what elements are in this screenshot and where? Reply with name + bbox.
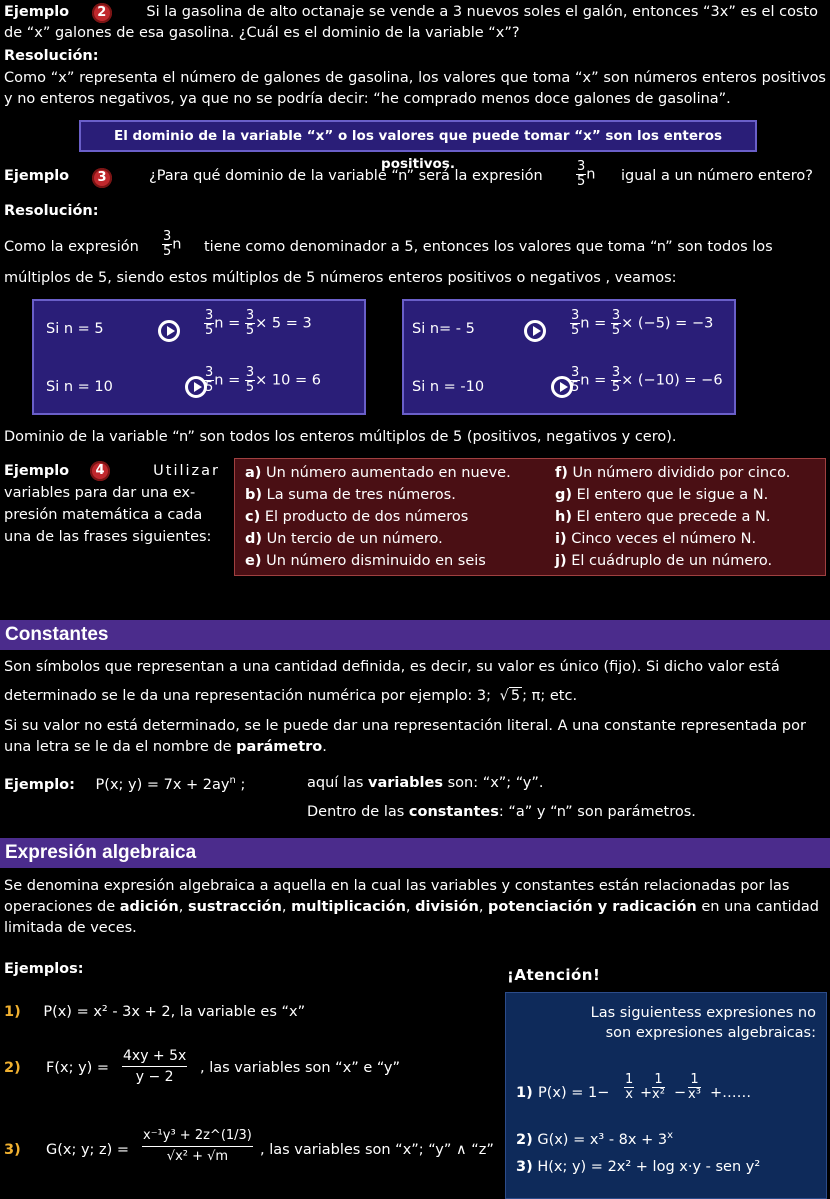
atencion-item-3: 3) H(x; y) = 2x² + log x·y - sen y² xyxy=(516,1159,761,1175)
list-item: h) El entero que precede a N. xyxy=(555,509,771,525)
list-item: i) Cinco veces el número N. xyxy=(555,531,757,547)
arrow-right-icon xyxy=(158,320,180,342)
expresion-ejemplo-1: 1) P(x) = x² - 3x + 2, la variable es “x” xyxy=(4,1004,306,1020)
atencion-intro: Las siguientess expresiones no son expresiones algebraicas: xyxy=(590,1005,816,1041)
calc: $\frac{3}{5}$ n = $\frac{3}{5}$ × 5 = 3 xyxy=(205,308,312,338)
ejemplo-question: ¿Para qué dominio de la variable “n” será la expresión xyxy=(149,168,543,184)
list-item: a) Un número aumentado en nueve. xyxy=(245,465,511,481)
ejemplo-number-badge: 4 xyxy=(90,461,110,481)
list-item: c) El producto de dos números xyxy=(245,509,469,525)
ejemplo-text: variables para dar una ex- xyxy=(4,485,196,501)
condition: Si n = -10 xyxy=(412,379,485,395)
ejemplo-text: una de las frases siguientes: xyxy=(4,529,212,545)
ejemplo-first-word: Utilizar xyxy=(153,463,220,479)
list-item: e) Un número disminuido en seis xyxy=(245,553,486,569)
list-item: b) La suma de tres números. xyxy=(245,487,456,503)
constantes-p1: Son símbolos que representan a una cantidad definida, es decir, su valor es único (fijo). Si dicho valor está xyxy=(4,659,780,675)
dominio-n-conclusion: Dominio de la variable “n” son todos los enteros múltiplos de 5 (positivos, negativos y cero). xyxy=(4,429,677,445)
expresion-ejemplo-3: 3) G(x; y; z) = $\frac{\text{x⁻¹y³ + 2z\textasciicircum{}(1/3)}}{\text{√x² + √m}}$ , las variables son “x”; “y” ∧ “z” xyxy=(4,1128,494,1164)
resolucion-line1: Como la expresión $\frac{3}{5}$ n tiene como denominador a 5, entonces los valores que toma “n” son todos los xyxy=(4,229,773,259)
ejemplo-4 xyxy=(4,460,226,548)
constantes-parametros: Dentro de las constantes: “a” y “n” son parámetros. xyxy=(307,804,696,820)
list-item: g) El entero que le sigue a N. xyxy=(555,487,769,503)
expresion-ejemplo-2: 2) F(x; y) = $\frac{4xy + 5x}{y - 2}$ , las variables son “x” e “y” xyxy=(4,1048,401,1085)
ejemplo-question-cont: de “x” galones de esa gasolina. ¿Cuál es el dominio de la variable “x”? xyxy=(4,25,520,41)
ejemplos-label: Ejemplos: xyxy=(4,961,84,977)
frases-box xyxy=(234,458,826,576)
list-item: f) Un número dividido por cinco. xyxy=(555,465,791,481)
constantes-p2: Si su valor no está determinado, se le puede dar una representación literal. A una constante representada por una letra se le da el nombre de parámetro. xyxy=(4,718,806,755)
calc: $\frac{3}{5}$ n = $\frac{3}{5}$ × (−10) = −6 xyxy=(571,365,723,395)
ejemplo-text: presión matemática a cada xyxy=(4,507,203,523)
dominio-x-box: El dominio de la variable “x” o los valores que puede tomar “x” son los enteros positivos. xyxy=(79,120,757,152)
list-item: d) Un tercio de un número. xyxy=(245,531,443,547)
ejemplo-label: Ejemplo xyxy=(4,463,70,479)
condition: Si n = 10 xyxy=(46,379,113,395)
constantes-p1-line2: determinado se le da una representación numérica por ejemplo: 3; √ 5 ; π; etc. xyxy=(4,688,578,704)
atencion-item-2: 2) $G(x) = x^3 - 8x + 3^x$ xyxy=(516,1130,673,1148)
ejemplo-3 xyxy=(4,160,826,196)
right-example-box xyxy=(402,299,736,415)
atencion-item-1: 1) P(x) = 1− $\frac{1}{x}$ + $\frac{1}{\text{x²}}$ − $\frac{1}{\text{x³}}$ +…… xyxy=(516,1072,752,1102)
fraction-3-5n: $\frac{3}{5}$ n xyxy=(163,229,182,259)
frases-right-list xyxy=(555,462,825,569)
constantes-variables: aquí las variables son: “x”; “y”. xyxy=(307,775,544,791)
condition: Si n= - 5 xyxy=(412,321,475,337)
sqrt-symbol: √ 5 xyxy=(499,688,521,704)
section-constantes-title: Constantes xyxy=(0,620,830,650)
atencion-box xyxy=(505,992,827,1199)
ejemplo-label: Ejemplo xyxy=(4,4,70,20)
condition: Si n = 5 xyxy=(46,321,104,337)
ejemplo-label: Ejemplo xyxy=(4,168,70,184)
calc: $\frac{3}{5}$ n = $\frac{3}{5}$ × 10 = 6 xyxy=(205,365,321,395)
atencion-title: ¡Atención! xyxy=(507,966,601,984)
constantes-ejemplo: Ejemplo: P(x; $y) = 7x + 2ay^n$ ; xyxy=(4,775,246,793)
arrow-right-icon xyxy=(524,320,546,342)
calc: $\frac{3}{5}$ n = $\frac{3}{5}$ × (−5) = −3 xyxy=(571,308,714,338)
ejemplo-number-badge: 3 xyxy=(92,168,112,188)
ejemplo-question-end: igual a un número entero? xyxy=(621,168,813,184)
ejemplo-2 xyxy=(4,2,826,44)
resolucion-text: Como “x” representa el número de galones de gasolina, los valores que toma “x” son números enteros positivos y no enteros negativos, ya que no se podría decir: “he comprado menos doce galones de gasolina”. xyxy=(4,70,826,107)
ejemplo-question: Si la gasolina de alto octanaje se vende a 3 nuevos soles el galón, entonces “3x” es el costo xyxy=(146,4,819,20)
ejemplo-number-badge: 2 xyxy=(92,3,112,23)
expresion-definicion: Se denomina expresión algebraica a aquella en la cual las variables y constantes están relacionadas por las operaciones de adición, sustracción, multiplicación, división, potenciación y radicación en una cantidad limitada de veces. xyxy=(4,878,819,936)
list-item: j) El cuádruplo de un número. xyxy=(555,553,773,569)
frases-left-list xyxy=(245,462,545,569)
resolucion-label: Resolución: xyxy=(4,48,99,64)
resolucion-line2: múltiplos de 5, siendo estos múltiplos de 5 números enteros positivos o negativos , veamos: xyxy=(4,270,677,286)
fraction-3-5n: $\frac{3}{5}$ n xyxy=(577,159,596,189)
left-example-box xyxy=(32,299,366,415)
resolucion-label: Resolución: xyxy=(4,203,99,219)
section-expresion-title: Expresión algebraica xyxy=(0,838,830,868)
